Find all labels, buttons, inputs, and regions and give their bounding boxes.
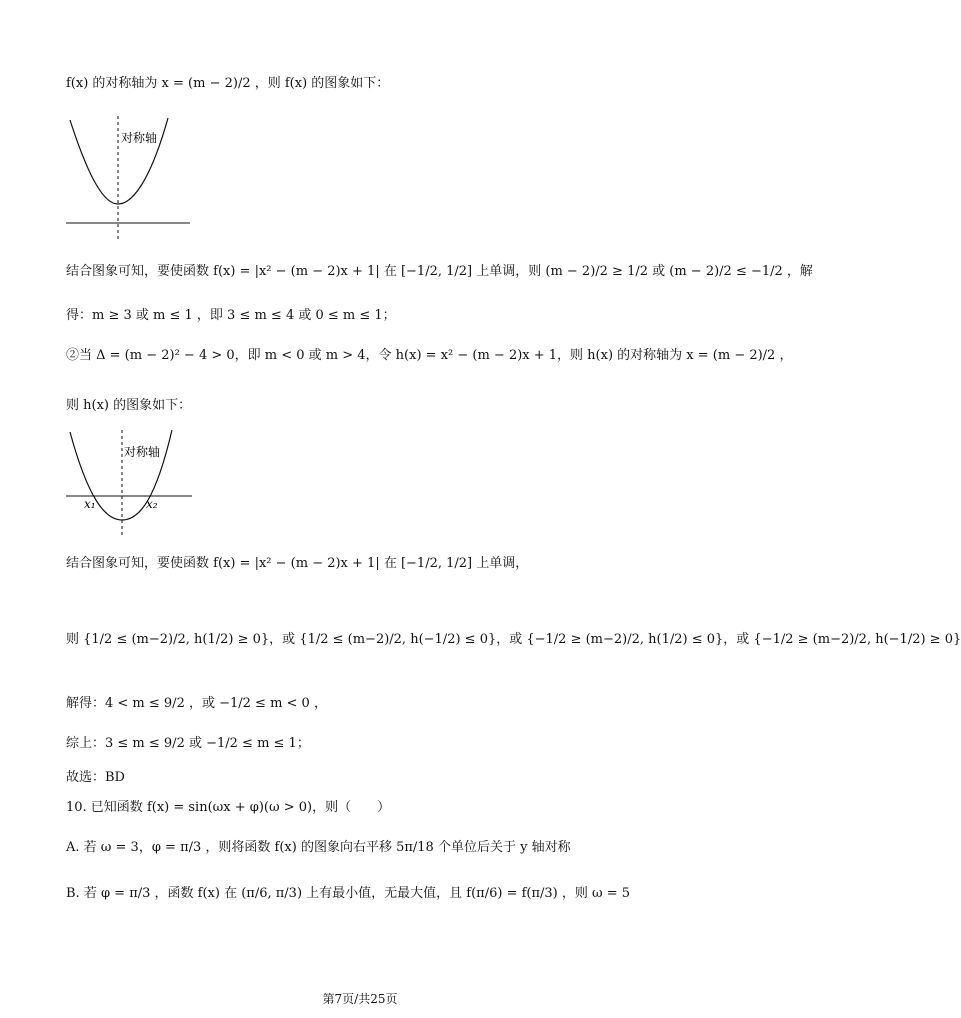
root-x1-label: x₁ xyxy=(84,497,96,511)
page-number: 第7页/共25页 xyxy=(322,992,398,1006)
text-line-4: ②当 Δ = (m − 2)² − 4 > 0，即 m < 0 或 m > 4，令 h(x) = x² − (m − 2)x + 1，则 h(x) 的对称轴为 x = (m − 2)/2 ， xyxy=(66,348,793,363)
text-line-6: 结合图象可知，要使函数 f(x) = |x² − (m − 2)x + 1| 在 [−1/2, 1/2] 上单调， xyxy=(66,556,529,571)
text-line-2: 结合图象可知，要使函数 f(x) = |x² − (m − 2)x + 1| 在 [−1/2, 1/2] 上单调，则 (m − 2)/2 ≥ 1/2 或 (m − 2)/2 ≤ −1/2 ，解 xyxy=(66,264,813,279)
text-line-8: 解得：4 < m ≤ 9/2 ，或 −1/2 ≤ m < 0 ， xyxy=(66,696,327,711)
text-line-9: 综上：3 ≤ m ≤ 9/2 或 −1/2 ≤ m ≤ 1； xyxy=(66,736,310,751)
parabola-figure-2 xyxy=(60,428,200,538)
text-line-12: A. 若 ω = 3，φ = π/3 ，则将函数 f(x) 的图象向右平移 5π/18 个单位后关于 y 轴对称 xyxy=(66,840,571,855)
symmetry-axis-label: 对称轴 xyxy=(124,445,161,459)
text-line-3: 得：m ≥ 3 或 m ≤ 1 ，即 3 ≤ m ≤ 4 或 0 ≤ m ≤ 1； xyxy=(66,308,396,323)
text-line-10: 故选：BD xyxy=(66,770,125,785)
text-line-13: B. 若 φ = π/3 ，函数 f(x) 在 (π/6, π/3) 上有最小值，无最大值，且 f(π/6) = f(π/3) ，则 ω = 5 xyxy=(66,886,631,901)
symmetry-axis-label: 对称轴 xyxy=(121,131,158,145)
text-line-11: 10. 已知函数 f(x) = sin(ωx + φ)(ω > 0)，则（ ） xyxy=(66,800,391,815)
root-x2-label: x₂ xyxy=(146,497,158,511)
text-line-1: f(x) 的对称轴为 x = (m − 2)/2 ，则 f(x) 的图象如下： xyxy=(66,76,390,91)
text-line-5: 则 h(x) 的图象如下： xyxy=(66,398,192,413)
parabola-figure-1 xyxy=(60,112,200,242)
text-line-7: 则 {1/2 ≤ (m−2)/2, h(1/2) ≥ 0}，或 {1/2 ≤ (m−2)/2, h(−1/2) ≤ 0}，或 {−1/2 ≥ (m−2)/2, h(1/2) ≤ 0}，或 {−1/2 ≥ (m−2)/2, h(−1/2) ≥ 0} xyxy=(66,632,961,647)
